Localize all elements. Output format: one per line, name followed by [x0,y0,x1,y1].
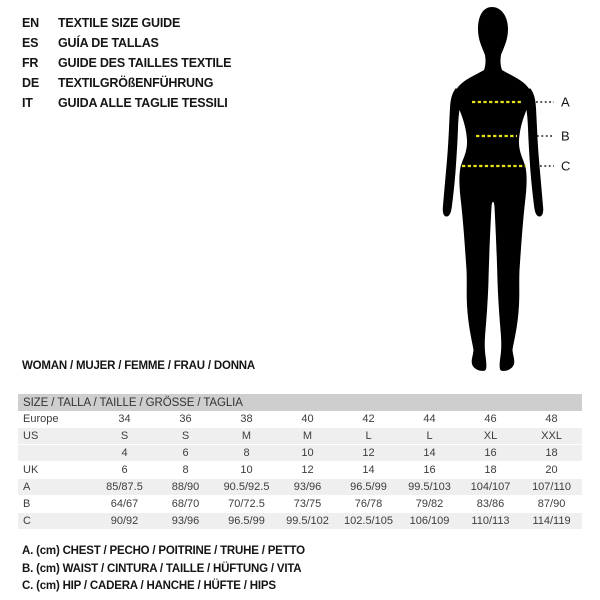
size-cell: XXL [521,428,582,445]
table-row-uk [18,462,582,479]
language-code: DE [22,76,39,90]
size-cell: 96.5/99 [216,513,277,530]
size-table-header-row [18,394,582,411]
size-cell: 36 [155,411,216,428]
marker-label-c: C [561,158,571,174]
woman-silhouette-figure [430,0,600,380]
row-label: B [18,496,94,513]
size-cell: 10 [277,445,338,462]
size-cell: 90/92 [94,513,155,530]
size-cell: 64/67 [94,496,155,513]
size-cell: 76/78 [338,496,399,513]
language-code: ES [22,36,39,50]
size-cell: 104/107 [460,479,521,496]
size-table [18,394,582,530]
row-label: C [18,513,94,530]
size-cell: L [399,428,460,445]
size-cell: 14 [338,462,399,479]
size-cell: 99.5/103 [399,479,460,496]
table-row-us [18,428,582,445]
marker-label-b: B [561,128,570,144]
size-cell: 96.5/99 [338,479,399,496]
size-cell: 14 [399,445,460,462]
size-cell: 87/90 [521,496,582,513]
size-cell: 110/113 [460,513,521,530]
size-cell: 93/96 [155,513,216,530]
size-cell: 48 [521,411,582,428]
table-row-europe [18,411,582,428]
language-list [22,13,231,113]
language-row-fr [22,53,231,73]
size-cell: L [338,428,399,445]
size-cell: M [277,428,338,445]
size-cell: 68/70 [155,496,216,513]
size-cell: 38 [216,411,277,428]
size-cell: 10 [216,462,277,479]
size-cell: 12 [338,445,399,462]
size-cell: 73/75 [277,496,338,513]
size-cell: 90.5/92.5 [216,479,277,496]
legend-line-b: B. (cm) WAIST / CINTURA / TAILLE / HÜFTUNG / VITA [22,562,302,575]
size-cell: 107/110 [521,479,582,496]
size-cell: 42 [338,411,399,428]
table-row-c [18,513,582,530]
size-cell: 34 [94,411,155,428]
size-cell: 16 [399,462,460,479]
size-cell: 85/87.5 [94,479,155,496]
size-cell: S [155,428,216,445]
size-cell: 4 [94,445,155,462]
legend-line-a: A. (cm) CHEST / PECHO / POITRINE / TRUHE / PETTO [22,545,305,557]
size-cell: 93/96 [277,479,338,496]
size-cell: 106/109 [399,513,460,530]
table-row-b [18,496,582,513]
size-cell: 18 [460,462,521,479]
size-cell: 44 [399,411,460,428]
language-title: GUIDE DES TAILLES TEXTILE [58,56,232,70]
language-code: FR [22,56,39,70]
size-cell: 12 [277,462,338,479]
size-cell: 88/90 [155,479,216,496]
audience-line: WOMAN / MUJER / FEMME / FRAU / DONNA [22,360,256,372]
size-cell: S [94,428,155,445]
woman-silhouette [455,7,531,371]
language-row-en [22,13,231,33]
measurement-legend [22,543,305,596]
size-cell: 16 [460,445,521,462]
size-cell: 40 [277,411,338,428]
row-label [18,445,94,462]
language-title: TEXTILE SIZE GUIDE [58,16,181,30]
language-title: GUIDA ALLE TAGLIE TESSILI [58,96,228,110]
row-label: UK [18,462,94,479]
size-cell: 20 [521,462,582,479]
marker-label-a: A [561,94,570,110]
size-cell: 18 [521,445,582,462]
size-cell: 102.5/105 [338,513,399,530]
language-row-it [22,93,231,113]
size-cell: 46 [460,411,521,428]
size-cell: 8 [216,445,277,462]
row-label: Europe [18,411,94,428]
language-title: GUÍA DE TALLAS [58,36,159,50]
legend-line-c: C. (cm) HIP / CADERA / HANCHE / HÜFTE / HIPS [22,580,276,592]
size-cell: 6 [155,445,216,462]
size-cell: XL [460,428,521,445]
woman-silhouette-left-arm [443,88,461,217]
row-label: US [18,428,94,445]
size-cell: 70/72.5 [216,496,277,513]
table-row-a [18,479,582,496]
language-row-es [22,33,231,53]
table-row-us-numeric [18,445,582,462]
size-table-header: SIZE / TALLA / TAILLE / GRÖSSE / TAGLIA [18,394,582,411]
language-title: TEXTILGRÖßENFÜHRUNG [58,76,214,90]
size-cell: 99.5/102 [277,513,338,530]
woman-silhouette-right-arm [525,88,543,217]
size-cell: M [216,428,277,445]
size-cell: 8 [155,462,216,479]
language-row-de [22,73,231,93]
size-cell: 83/86 [460,496,521,513]
language-code: IT [22,96,33,110]
language-code: EN [22,16,39,30]
row-label: A [18,479,94,496]
size-cell: 79/82 [399,496,460,513]
size-cell: 6 [94,462,155,479]
size-cell: 114/119 [521,513,582,530]
